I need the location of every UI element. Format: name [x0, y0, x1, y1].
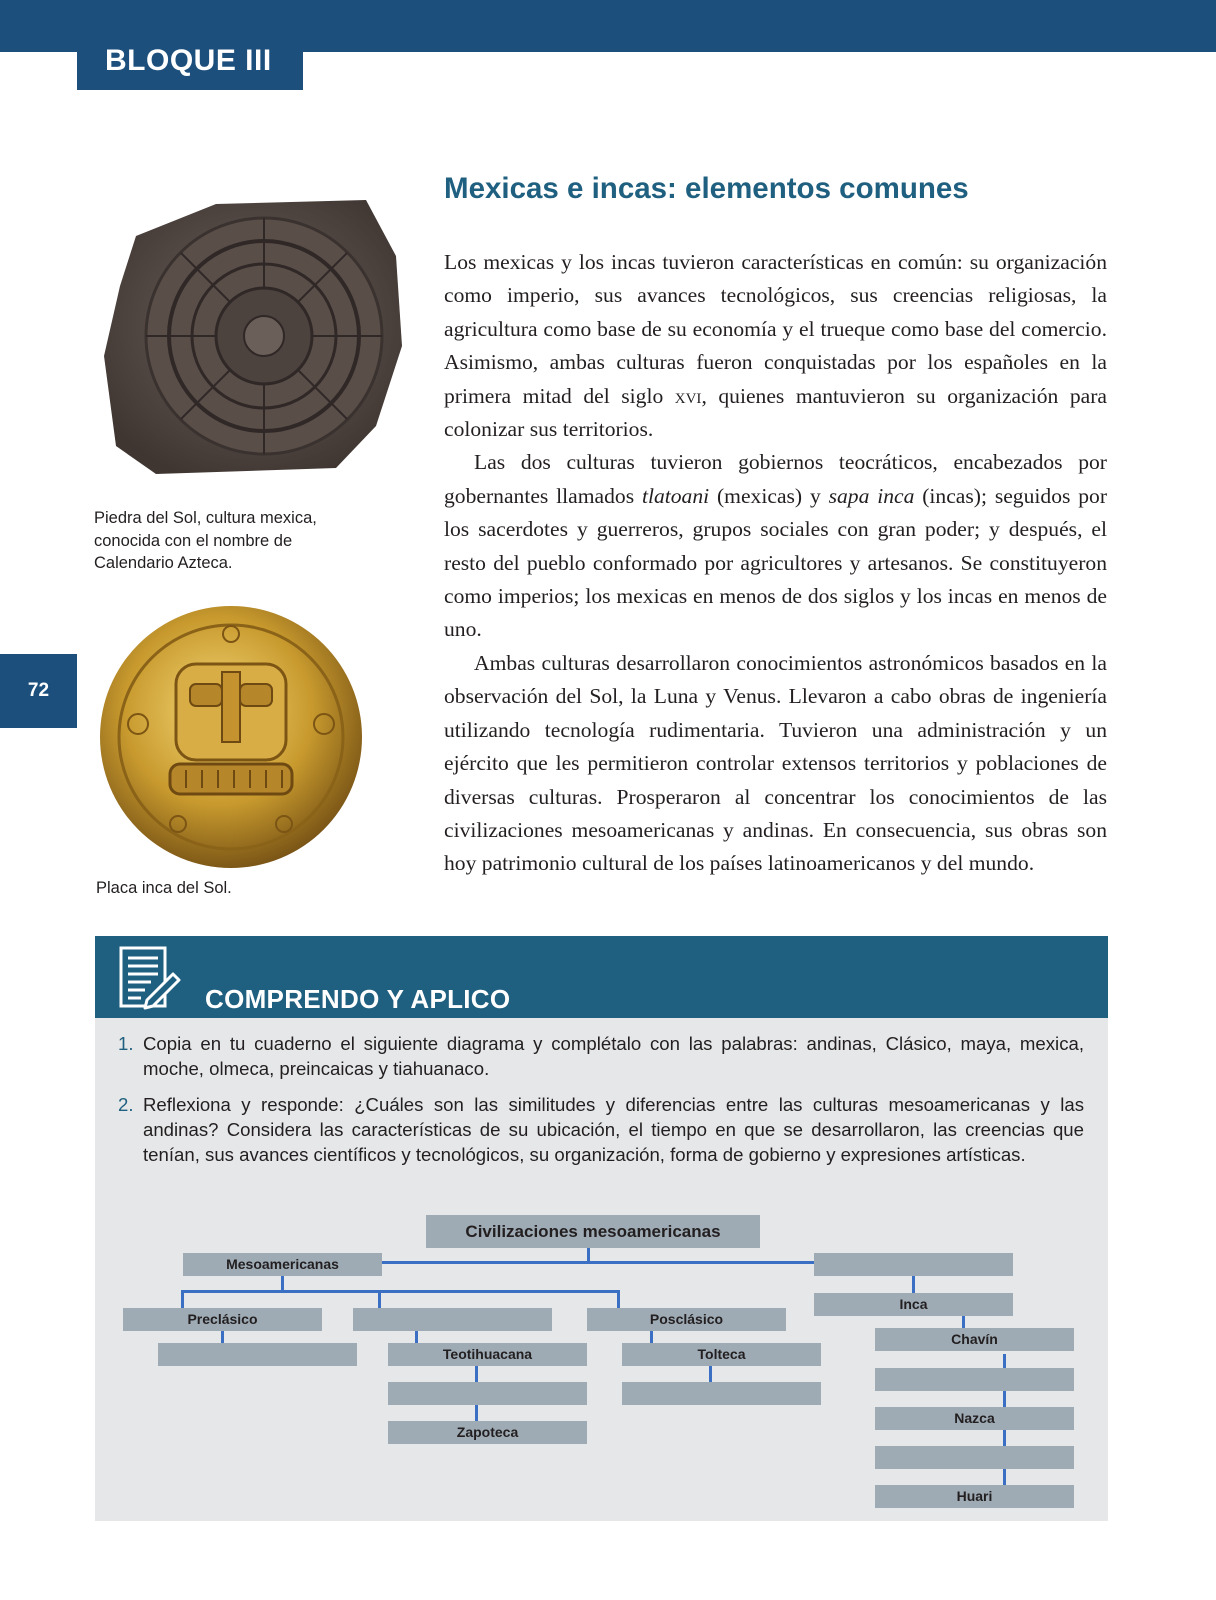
connector-line: [281, 1276, 284, 1291]
paragraph-2: [444, 446, 1107, 646]
item-number: 2.: [118, 1094, 134, 1115]
sun-stone-caption: Piedra del Sol, cultura mexica, conocida con el nombre de Calendario Azteca.: [94, 509, 317, 572]
page-number: 72: [0, 654, 77, 728]
node-mesoamericanas: Mesoamericanas: [183, 1253, 382, 1276]
notebook-pencil-icon: [117, 946, 181, 1010]
node-zapoteca: Zapoteca: [388, 1421, 587, 1444]
node-blank-mexica: [622, 1382, 821, 1405]
century-numeral: xvi: [674, 383, 702, 408]
item-text: Reflexiona y responde: ¿Cuáles son las similitudes y diferencias entre las culturas mesoamericanas y las andinas? Considera las características de su ubicación, el tiempo en que se desarrollaron, las creencias que tenían, sus avances científicos y tecnológicos, su organización, forma de gobierno y expresiones artísticas.: [143, 1094, 1084, 1165]
block-label: BLOQUE III: [77, 32, 303, 90]
connector-line: [1003, 1391, 1006, 1407]
item-text: Copia en tu cuaderno el siguiente diagrama y complétalo con las palabras: andinas, Clásico, maya, mexica, moche, olmeca, preincaicas y tiahuanaco.: [143, 1033, 1084, 1079]
connector-line: [912, 1276, 915, 1293]
inca-plate-caption: Placa inca del Sol.: [96, 879, 232, 897]
p1-text-b: , quienes mantuvieron su organización para colonizar sus territorios.: [444, 383, 1107, 442]
connector-line: [378, 1290, 381, 1308]
connector-line: [181, 1290, 184, 1308]
connector-line: [181, 1290, 620, 1293]
term-tlatoani: tlatoani: [641, 483, 710, 508]
inca-sun-plate-image: [98, 604, 364, 870]
node-blank-clasico: [353, 1308, 552, 1331]
connector-line: [1003, 1354, 1006, 1368]
sun-stone-image: [96, 196, 408, 478]
connector-line: [221, 1331, 224, 1343]
node-preclasico: Preclásico: [123, 1308, 322, 1331]
diagram-root-node: Civilizaciones mesoamericanas: [426, 1215, 760, 1248]
connector-line: [382, 1261, 814, 1264]
p1-text-a: Los mexicas y los incas tuvieron características en común: su organización como imperio, sus avances tecnológicos, sus creencias religiosas, la agricultura como base de su economía y el trueque como base del comercio. Asimismo, ambas culturas fueron conquistadas por los españoles en la primera mitad del siglo: [444, 250, 1107, 408]
connector-line: [1003, 1469, 1006, 1485]
node-tolteca: Tolteca: [622, 1343, 821, 1366]
term-sapa-inca: sapa inca: [828, 483, 915, 508]
p2-text-a: Las dos culturas tuvieron gobiernos teocráticos, encabezados por gobernantes llamados: [444, 450, 1107, 508]
connector-line: [475, 1366, 478, 1382]
node-inca: Inca: [814, 1293, 1013, 1316]
connector-line: [415, 1331, 418, 1343]
node-teotihuacana: Teotihuacana: [388, 1343, 587, 1366]
connector-line: [650, 1331, 653, 1343]
connector-line: [617, 1290, 620, 1308]
node-posclasico: Posclásico: [587, 1308, 786, 1331]
node-chavin: Chavín: [875, 1328, 1074, 1351]
connector-line: [1003, 1430, 1006, 1446]
activity-item-2: [118, 1092, 1084, 1167]
node-blank-andean-4: [875, 1446, 1074, 1469]
node-nazca: Nazca: [875, 1407, 1074, 1430]
article-title: Mexicas e incas: elementos comunes: [444, 172, 969, 205]
paragraph-3: Ambas culturas desarrollaron conocimientos astronómicos basados en la observación del Sol, la Luna y Venus. Llevaron a cabo obras de ingeniería utilizando tecnología rudimentaria. Tuvieron una administración y un ejército que les permitieron controlar extensos territorios y poblaciones de diversas culturas. Prosperaron al concentrar los conocimientos de las civilizaciones mesoamericanas y andinas. En consecuencia, sus obras son hoy patrimonio cultural de los países latinoamericanos y del mundo.: [444, 650, 1107, 876]
node-blank-maya: [388, 1382, 587, 1405]
node-blank-andean-2: [875, 1368, 1074, 1391]
activity-item-1: [118, 1031, 1084, 1081]
connector-line: [709, 1366, 712, 1382]
connector-line: [475, 1405, 478, 1421]
article-body: [444, 246, 1107, 881]
node-huari: Huari: [875, 1485, 1074, 1508]
item-number: 1.: [118, 1033, 134, 1054]
p2-text-c: (incas); seguidos por los sacerdotes y guerreros, grupos sociales con gran poder; y después, el resto del pueblo conformado por agricultores y artesanos. Se constituyeron como imperios; los mexicas en menos de dos siglos y los incas en menos de uno.: [444, 483, 1108, 642]
node-blank-olmeca: [158, 1343, 357, 1366]
activity-title: COMPRENDO Y APLICO: [205, 984, 511, 1014]
node-blank-andinas: [814, 1253, 1013, 1276]
p2-text-b: (mexicas) y: [709, 483, 829, 508]
paragraph-1: [444, 246, 1107, 446]
connector-line: [587, 1248, 590, 1262]
